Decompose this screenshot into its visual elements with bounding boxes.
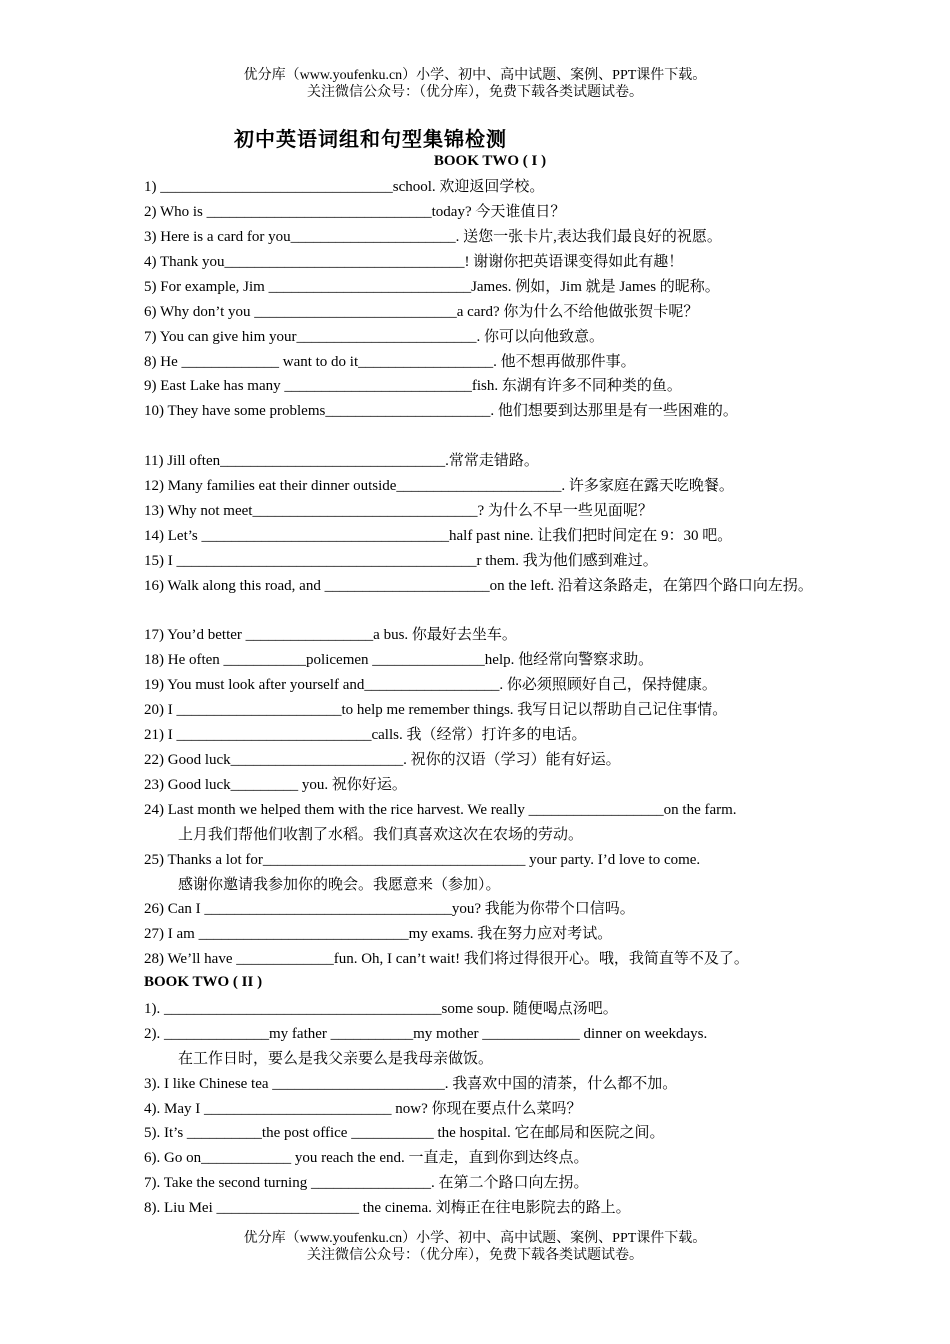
footer-line-2: 关注微信公众号：（优分库），免费下载各类试题试卷。 xyxy=(307,1248,643,1263)
book-two-i-heading: BOOK TWO ( I ) xyxy=(433,153,547,169)
page-header xyxy=(0,67,950,101)
header-line-1: 优分库（www.youfenku.cn）小学、初中、高中试题、案例、PPT课件下载。 xyxy=(243,68,707,83)
exercise-line: 6). Go on____________ you reach the end. 一直走，直到你到达终点。 xyxy=(144,1150,589,1166)
exercise-line: 25) Thanks a lot for___________________________________ your party. I’d love to come. xyxy=(144,852,701,868)
exercise-line: 4). May I _________________________ now? 你现在要点什么菜吗？ xyxy=(144,1101,582,1117)
exercise-line: 13) Why not meet______________________________? 为什么不早一些见面呢？ xyxy=(144,503,653,519)
exercise-line: 15) I ________________________________________r them. 我为他们感到难过。 xyxy=(144,553,658,569)
exercise-line: 26) Can I _________________________________you? 我能为你带个口信吗。 xyxy=(144,901,635,917)
exercise-line: 3). I like Chinese tea _______________________. 我喜欢中国的清茶，什么都不加。 xyxy=(144,1076,678,1092)
translation-line: 在工作日时，要么是我父亲要么是我母亲做饭。 xyxy=(178,1051,494,1067)
exercise-line: 11) Jill often______________________________.常常走错路。 xyxy=(144,453,539,469)
exercise-line: 6) Why don’t you ___________________________a card? 你为什么不给他做张贺卡呢？ xyxy=(144,304,699,320)
exercise-line: 7). Take the second turning ________________. 在第二个路口向左拐。 xyxy=(144,1175,589,1191)
exercise-line: 17) You’d better _________________a bus. 你最好去坐车。 xyxy=(144,627,517,643)
exercise-line: 27) I am ____________________________my exams. 我在努力应对考试。 xyxy=(144,926,613,942)
exercise-line: 9) East Lake has many _________________________fish. 东湖有许多不同种类的鱼。 xyxy=(144,378,682,394)
translation-line: 感谢你邀请我参加你的晚会。我愿意来（参加）。 xyxy=(178,877,501,893)
exercise-line: 3) Here is a card for you______________________. 送您一张卡片,表达我们最良好的祝愿。 xyxy=(144,229,722,245)
header-line-2: 关注微信公众号：（优分库），免费下载各类试题试卷。 xyxy=(307,85,643,100)
exercise-line: 21) I __________________________calls. 我（经常）打许多的电话。 xyxy=(144,727,587,743)
footer-line-1: 优分库（www.youfenku.cn）小学、初中、高中试题、案例、PPT课件下载。 xyxy=(243,1231,707,1246)
exercise-line: 14) Let’s _________________________________half past nine. 让我们把时间定在 9：30 吧。 xyxy=(144,528,733,544)
exercise-line: 8). Liu Mei ___________________ the cinema. 刘梅正在往电影院去的路上。 xyxy=(144,1200,631,1216)
page-footer xyxy=(0,1230,950,1264)
exercise-line: 28) We’ll have _____________fun. Oh, I can’t wait! 我们将过得很开心。哦，我简直等不及了。 xyxy=(144,951,749,967)
exercise-line: 23) Good luck_________ you. 祝你好运。 xyxy=(144,777,407,793)
exercise-line: 12) Many families eat their dinner outside______________________. 许多家庭在露天吃晚餐。 xyxy=(144,478,734,494)
exercise-line: 24) Last month we helped them with the rice harvest. We really __________________on the farm. xyxy=(144,802,737,818)
exercise-line: 5). It’s __________the post office ___________ the hospital. 它在邮局和医院之间。 xyxy=(144,1125,665,1141)
exercise-line: 18) He often ___________policemen _______________help. 他经常向警察求助。 xyxy=(144,652,654,668)
exercise-line: 5) For example, Jim ___________________________James. 例如，Jim 就是 James 的昵称。 xyxy=(144,279,720,295)
exercise-line: 20) I ______________________to help me remember things. 我写日记以帮助自己记住事情。 xyxy=(144,702,728,718)
document-title: 初中英语词组和句型集锦检测 xyxy=(234,129,507,151)
exercise-line: 8) He _____________ want to do it__________________. 他不想再做那件事。 xyxy=(144,354,636,370)
book-two-ii-heading: BOOK TWO ( II ) xyxy=(144,974,263,990)
translation-line: 上月我们帮他们收割了水稻。我们真喜欢这次在农场的劳动。 xyxy=(178,827,584,843)
exercise-line: 4) Thank you________________________________! 谢谢你把英语课变得如此有趣！ xyxy=(144,254,684,270)
exercise-line: 16) Walk along this road, and ______________________on the left. 沿着这条路走，在第四个路口向左拐。 xyxy=(144,578,813,594)
exercise-line: 1) _______________________________school. 欢迎返回学校。 xyxy=(144,179,545,195)
exercise-line: 19) You must look after yourself and__________________. 你必须照顾好自己，保持健康。 xyxy=(144,677,717,693)
exercise-line: 22) Good luck_______________________. 祝你的汉语（学习）能有好运。 xyxy=(144,752,621,768)
exercise-line: 2). ______________my father ___________my mother _____________ dinner on weekdays. xyxy=(144,1026,708,1042)
exercise-line: 7) You can give him your________________________. 你可以向他致意。 xyxy=(144,329,604,345)
exercise-line: 2) Who is ______________________________today? 今天谁值日？ xyxy=(144,204,566,220)
exercise-line: 1). _____________________________________some soup. 随便喝点汤吧。 xyxy=(144,1001,618,1017)
exercise-line: 10) They have some problems______________________. 他们想要到达那里是有一些困难的。 xyxy=(144,403,738,419)
